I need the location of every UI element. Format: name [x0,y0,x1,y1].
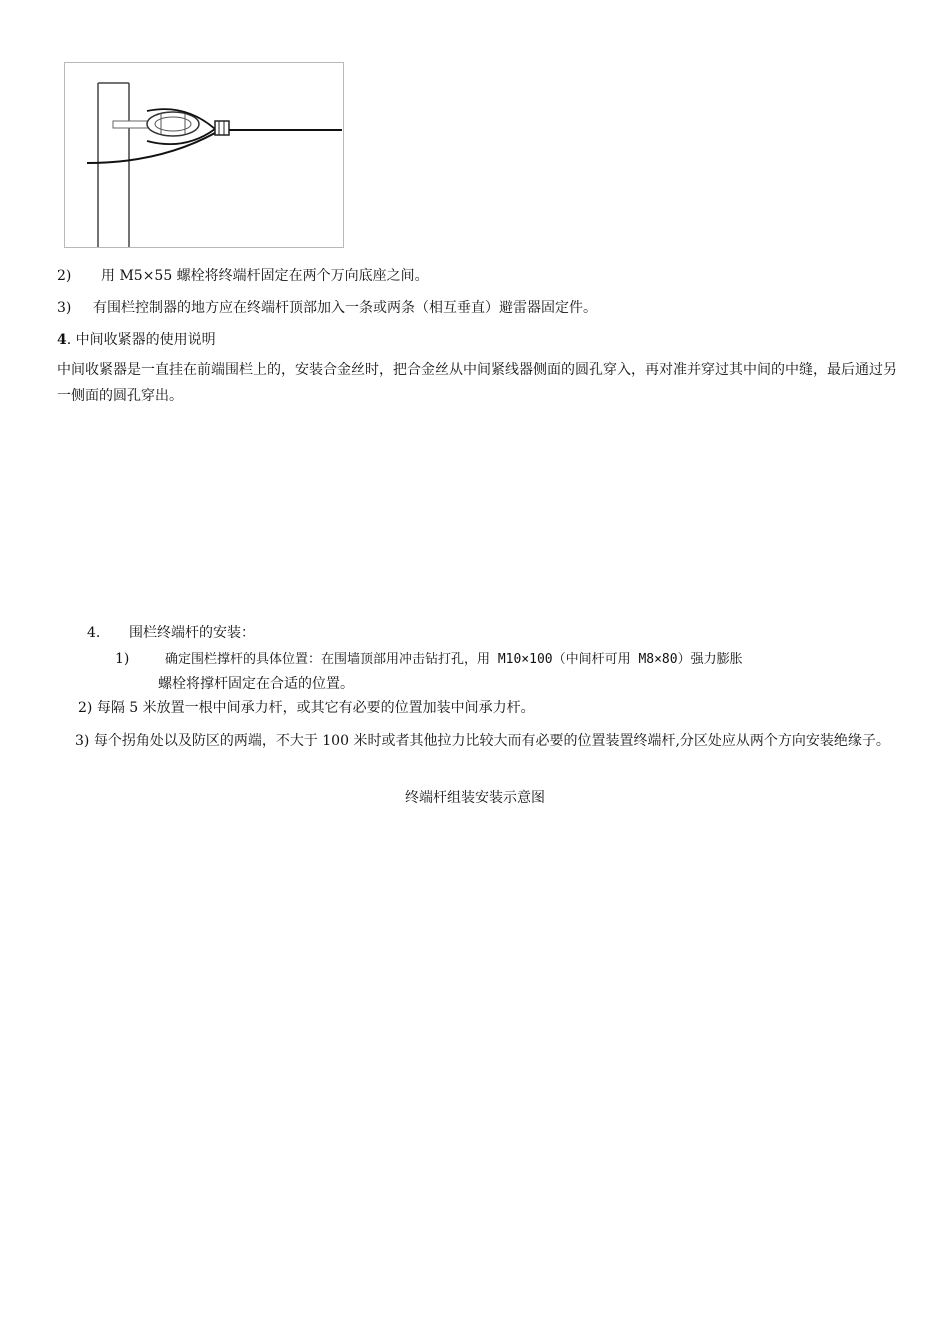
list-item-2: 2) 每隔 5 米放置一根中间承力杆，或其它有必要的位置加装中间承力杆。 [78,700,535,716]
section-heading-number: 4. [87,625,101,641]
list-item-2 [57,266,429,286]
section-heading-text: . 中间收紧器的使用说明 [66,332,216,348]
list-item-continuation: 螺栓将撑杆固定在合适的位置。 [158,676,354,692]
list-item-text: 用 M5×55 螺栓将终端杆固定在两个万向底座之间。 [101,268,429,284]
section-heading-text: 围栏终端杆的安装： [129,625,255,641]
section-heading-number: 4 [57,332,67,348]
list-item-3 [57,298,597,318]
list-item-1 [115,649,743,670]
installation-figure [64,62,344,248]
list-item-text: 确定围栏撑杆的具体位置：在围墙顶部用冲击钻打孔，用 M10×100（中间杆可用 M8×80）强力膨胀 [165,652,743,667]
list-item-number: 3) [57,300,72,316]
list-item-number: 2) [57,268,72,284]
pole-insulator-drawing [65,63,343,247]
figure-caption: 终端杆组装安装示意图 [405,790,545,806]
body-paragraph: 中间收紧器是一直挂在前端围栏上的，安装合金丝时，把合金丝从中间紧线器侧面的圆孔穿入，再对准并穿过其中间的中缝，最后通过另一侧面的圆孔穿出。 [57,362,897,404]
list-item-number: 1) [115,651,130,667]
list-item-3: 3) 每个拐角处以及防区的两端，不大于 100 米时或者其他拉力比较大而有必要的位置装置终端杆,分区处应从两个方向安装绝缘子。 [75,733,890,749]
list-item-text: 有围栏控制器的地方应在终端杆顶部加入一条或两条（相互垂直）避雷器固定件。 [93,300,597,316]
section-heading [57,330,216,350]
section-heading [87,623,255,643]
